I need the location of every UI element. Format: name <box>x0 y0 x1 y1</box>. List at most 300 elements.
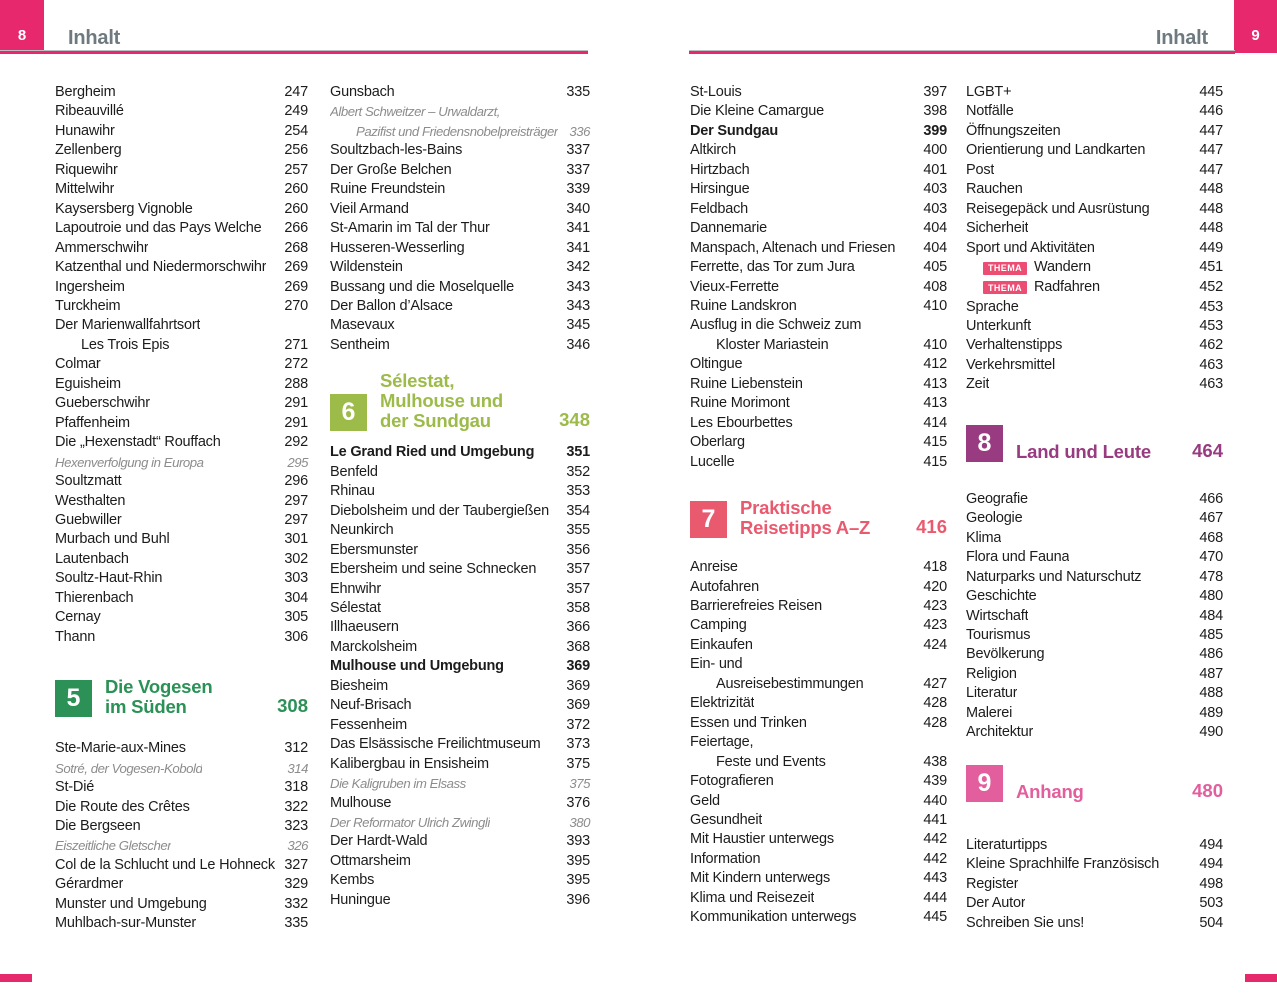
toc-entry[interactable] <box>55 258 308 277</box>
toc-entry-label: Les Ebourbettes <box>690 414 793 431</box>
toc-entry-page: 413 <box>923 395 947 412</box>
toc-entry-label: Der Große Belchen <box>330 161 452 178</box>
toc-entry-label: Husseren-Wesserling <box>330 239 465 256</box>
toc-entry-page: 453 <box>1199 298 1223 315</box>
toc-entry-label: Col de la Schlucht und Le Hohneck <box>55 856 275 873</box>
toc-entry[interactable] <box>55 316 308 335</box>
toc-entry-page: 369 <box>566 658 590 675</box>
chapter-9-heading[interactable] <box>966 765 1223 802</box>
toc-entry[interactable] <box>330 696 590 715</box>
toc-entry-label: Verhaltenstipps <box>966 337 1063 354</box>
toc-entry[interactable] <box>330 677 590 696</box>
toc-entry[interactable] <box>690 830 947 849</box>
toc-entry-page: 448 <box>1199 200 1223 217</box>
toc-column-4 <box>966 83 1223 933</box>
toc-entry-label: Ferrette, das Tor zum Jura <box>690 259 855 276</box>
toc-entry-page: 375 <box>566 755 590 772</box>
toc-entry-label: Flora und Fauna <box>966 549 1070 566</box>
toc-entry[interactable] <box>966 684 1223 703</box>
toc-entry[interactable] <box>690 414 947 433</box>
chapter-title-line: Sélestat, <box>380 370 455 392</box>
toc-entry-label: Der Reformator Ulrich Zwingli <box>330 814 490 830</box>
toc-entry-page: 337 <box>566 161 590 178</box>
toc-entry[interactable] <box>330 316 590 335</box>
toc-entry[interactable] <box>690 772 947 791</box>
toc-entry[interactable] <box>330 618 590 637</box>
toc-entry-page: 329 <box>284 876 308 893</box>
toc-entry-label: Öffnungszeiten <box>966 122 1061 139</box>
toc-entry[interactable] <box>966 894 1223 913</box>
toc-entry-page: 341 <box>566 239 590 256</box>
toc-entry-page: 462 <box>1199 337 1223 354</box>
toc-column-2 <box>330 83 590 910</box>
toc-entry[interactable] <box>55 817 308 836</box>
toc-entry[interactable] <box>966 219 1223 238</box>
toc-entry[interactable] <box>690 316 947 335</box>
toc-entry[interactable] <box>966 239 1223 258</box>
toc-entry[interactable] <box>55 83 308 102</box>
toc-entry-label: Colmar <box>55 356 101 373</box>
toc-entry-label: Soultzmatt <box>55 473 122 490</box>
toc-entry[interactable] <box>966 914 1223 933</box>
toc-entry[interactable] <box>966 490 1223 509</box>
toc-entry-page: 444 <box>923 889 947 906</box>
toc-entry-label: Ingersheim <box>55 278 125 295</box>
toc-entry-page: 269 <box>284 259 308 276</box>
toc-entry[interactable] <box>690 355 947 374</box>
toc-entry-label: Rauchen <box>966 181 1023 198</box>
toc-entry-page: 327 <box>284 856 308 873</box>
toc-entry-label: Lautenbach <box>55 550 129 567</box>
toc-entry-label: Rhinau <box>330 483 375 500</box>
toc-entry[interactable] <box>690 675 947 694</box>
toc-entry[interactable] <box>330 716 590 735</box>
toc-entry-page: 332 <box>284 895 308 912</box>
toc-entry[interactable] <box>330 297 590 316</box>
toc-entry-label: Literaturtipps <box>966 836 1048 853</box>
toc-entry[interactable] <box>55 472 308 491</box>
chapter-8-title <box>1003 442 1186 462</box>
toc-entry[interactable] <box>55 628 308 647</box>
toc-entry-page: 485 <box>1199 626 1223 643</box>
toc-entry[interactable] <box>690 792 947 811</box>
toc-entry[interactable] <box>690 636 947 655</box>
toc-entry[interactable] <box>690 453 947 472</box>
toc-entry-page: 375 <box>569 776 590 792</box>
chapter-8-heading[interactable] <box>966 425 1223 462</box>
toc-entry[interactable] <box>690 122 947 141</box>
toc-entry[interactable] <box>966 645 1223 664</box>
toc-entry-page: 297 <box>284 511 308 528</box>
toc-entry[interactable] <box>55 414 308 433</box>
chapter-title-line: Reisetipps A–Z <box>740 517 871 539</box>
toc-entry[interactable] <box>330 852 590 871</box>
toc-entry[interactable] <box>966 336 1223 355</box>
toc-entry[interactable] <box>330 278 590 297</box>
toc-entry[interactable] <box>690 161 947 180</box>
toc-entry-page: 398 <box>923 103 947 120</box>
toc-entry-label: Sicherheit <box>966 220 1029 237</box>
toc-entry[interactable] <box>966 626 1223 645</box>
toc-entry[interactable] <box>966 665 1223 684</box>
right-page-number-box <box>1234 0 1277 53</box>
toc-entry-page: 295 <box>287 454 308 470</box>
toc-entry[interactable] <box>55 453 308 472</box>
toc-entry[interactable] <box>55 739 308 758</box>
toc-entry[interactable] <box>690 375 947 394</box>
toc-entry[interactable] <box>55 608 308 627</box>
toc-entry[interactable] <box>55 336 308 355</box>
toc-entry[interactable] <box>690 558 947 577</box>
toc-entry-page: 440 <box>923 792 947 809</box>
toc-entry[interactable] <box>690 869 947 888</box>
toc-entry[interactable] <box>55 180 308 199</box>
toc-entry-page: 254 <box>284 122 308 139</box>
toc-entry[interactable] <box>690 258 947 277</box>
toc-entry[interactable] <box>55 856 308 875</box>
toc-entry-page: 297 <box>284 492 308 509</box>
chapter-9-number-badge: 9 <box>966 765 1003 802</box>
toc-entry-page: 302 <box>284 550 308 567</box>
toc-entry[interactable] <box>55 778 308 797</box>
toc-entry[interactable] <box>55 161 308 180</box>
toc-entry-page: 373 <box>566 736 590 753</box>
toc-entry-label: Ehnwihr <box>330 580 381 597</box>
toc-entry[interactable] <box>55 511 308 530</box>
toc-entry[interactable] <box>966 875 1223 894</box>
toc-entry-label: Sotré, der Vogesen-Kobold <box>55 760 203 776</box>
toc-entry[interactable] <box>55 530 308 549</box>
toc-entry[interactable] <box>690 733 947 752</box>
chapter-5-heading[interactable] <box>55 677 308 717</box>
toc-entry[interactable] <box>690 278 947 297</box>
toc-entry-page: 355 <box>566 522 590 539</box>
toc-entry-page: 323 <box>284 817 308 834</box>
toc-entry-page: 306 <box>284 628 308 645</box>
toc-entry[interactable] <box>330 200 590 219</box>
toc-entry-page: 447 <box>1199 142 1223 159</box>
toc-entry[interactable] <box>690 394 947 413</box>
toc-entry[interactable] <box>55 297 308 316</box>
toc-entry[interactable] <box>55 798 308 817</box>
toc-entry-label: Biesheim <box>330 677 389 694</box>
toc-entry[interactable] <box>966 356 1223 375</box>
toc-entry[interactable] <box>330 871 590 890</box>
toc-entry[interactable] <box>330 180 590 199</box>
toc-entry[interactable] <box>330 122 590 141</box>
toc-entry-thema[interactable] <box>966 258 1223 278</box>
toc-entry-page: 401 <box>923 161 947 178</box>
toc-entry[interactable] <box>55 433 308 452</box>
toc-entry[interactable] <box>690 889 947 908</box>
toc-entry-label: Sprache <box>966 298 1019 315</box>
toc-entry[interactable] <box>690 297 947 316</box>
toc-entry-label: Notfälle <box>966 103 1014 120</box>
toc-entry[interactable] <box>330 83 590 102</box>
chapter-7-heading[interactable] <box>690 498 947 538</box>
toc-entry[interactable] <box>330 541 590 560</box>
toc-entry-page: 314 <box>287 760 308 776</box>
toc-entry-page: 399 <box>923 122 947 139</box>
toc-entry-label: Soultzbach-les-Bains <box>330 142 463 159</box>
toc-entry-page: 448 <box>1199 220 1223 237</box>
right-page-edge-bar <box>1245 974 1277 982</box>
chapter-9-page-number: 480 <box>1192 779 1223 801</box>
toc-entry[interactable] <box>330 813 590 832</box>
toc-entry-page: 396 <box>566 891 590 908</box>
toc-entry[interactable] <box>966 161 1223 180</box>
toc-entry[interactable] <box>330 657 590 676</box>
toc-entry[interactable] <box>330 891 590 910</box>
toc-entry[interactable] <box>55 239 308 258</box>
toc-entry-label: Essen und Trinken <box>690 714 807 731</box>
toc-entry-page: 296 <box>284 473 308 490</box>
toc-entry-page: 442 <box>923 831 947 848</box>
toc-entry[interactable] <box>690 714 947 733</box>
toc-entry[interactable] <box>55 759 308 778</box>
toc-entry[interactable] <box>966 298 1223 317</box>
chapter-title-line: Mulhouse und <box>380 390 503 412</box>
toc-entry-page: 463 <box>1199 376 1223 393</box>
toc-entry-page: 326 <box>287 838 308 854</box>
toc-entry[interactable] <box>330 599 590 618</box>
toc-entry[interactable] <box>330 482 590 501</box>
toc-entry-page: 342 <box>566 259 590 276</box>
toc-entry-label: Kembs <box>330 872 375 889</box>
toc-entry-page: 448 <box>1199 181 1223 198</box>
chapter-7-number-badge: 7 <box>690 501 727 538</box>
toc-entry[interactable] <box>690 239 947 258</box>
toc-entry-page: 494 <box>1199 836 1223 853</box>
toc-entry-page: 498 <box>1199 875 1223 892</box>
toc-entry-page: 318 <box>284 779 308 796</box>
chapter-6-heading[interactable] <box>330 371 590 431</box>
toc-entry[interactable] <box>966 317 1223 336</box>
toc-entry-page: 292 <box>284 434 308 451</box>
toc-entry-label: Barrierefreies Reisen <box>690 597 822 614</box>
toc-entry-label: Soultz-Haut-Rhin <box>55 570 163 587</box>
toc-entry-page: 439 <box>923 773 947 790</box>
toc-entry[interactable] <box>966 122 1223 141</box>
toc-entry[interactable] <box>690 655 947 674</box>
toc-entry-label: Register <box>966 875 1019 892</box>
toc-entry-thema[interactable] <box>966 278 1223 298</box>
toc-entry[interactable] <box>690 219 947 238</box>
toc-entry-page: 354 <box>566 502 590 519</box>
toc-entry-label: Ein- und <box>690 656 743 673</box>
toc-entry[interactable] <box>966 102 1223 121</box>
toc-entry[interactable] <box>690 180 947 199</box>
toc-entry[interactable] <box>966 83 1223 102</box>
toc-entry-page: 490 <box>1199 724 1223 741</box>
toc-entry-page: 352 <box>566 463 590 480</box>
toc-entry-page: 351 <box>566 444 590 461</box>
toc-entry-page: 427 <box>923 675 947 692</box>
toc-entry-label: Ottmarsheim <box>330 852 411 869</box>
toc-entry[interactable] <box>966 200 1223 219</box>
toc-entry[interactable] <box>55 278 308 297</box>
toc-entry-page: 445 <box>923 909 947 926</box>
toc-entry-label: Wildenstein <box>330 259 403 276</box>
toc-entry-page: 380 <box>569 814 590 830</box>
toc-entry-label: Sentheim <box>330 336 390 353</box>
toc-entry[interactable] <box>55 836 308 855</box>
toc-entry-label: Murbach und Buhl <box>55 531 170 548</box>
toc-entry[interactable] <box>690 336 947 355</box>
toc-entry[interactable] <box>55 219 308 238</box>
toc-entry[interactable] <box>330 638 590 657</box>
toc-entry[interactable] <box>966 509 1223 528</box>
toc-entry[interactable] <box>690 811 947 830</box>
toc-entry[interactable] <box>55 914 308 933</box>
toc-entry[interactable] <box>966 568 1223 587</box>
toc-entry[interactable] <box>330 580 590 599</box>
toc-entry[interactable] <box>55 569 308 588</box>
toc-entry-label: Kleine Sprachhilfe Französisch <box>966 856 1160 873</box>
toc-entry-label: Bevölkerung <box>966 646 1045 663</box>
chapter-7-page-number: 416 <box>916 516 947 538</box>
toc-entry[interactable] <box>966 180 1223 199</box>
toc-entry-label: Malerei <box>966 704 1013 721</box>
toc-entry[interactable] <box>330 502 590 521</box>
toc-entry-page: 345 <box>566 317 590 334</box>
right-page-title: Inhalt <box>1155 27 1208 49</box>
toc-entry[interactable] <box>690 578 947 597</box>
toc-entry[interactable] <box>330 336 590 355</box>
toc-entry-page: 305 <box>284 609 308 626</box>
toc-entry-label: Naturparks und Naturschutz <box>966 568 1142 585</box>
toc-entry[interactable] <box>55 492 308 511</box>
toc-entry[interactable] <box>330 102 590 121</box>
toc-entry[interactable] <box>330 560 590 579</box>
toc-entry-page: 322 <box>284 798 308 815</box>
toc-entry[interactable] <box>55 394 308 413</box>
toc-entry-label: Pfaffenheim <box>55 414 130 431</box>
toc-entry[interactable] <box>690 102 947 121</box>
toc-entry-page: 415 <box>923 453 947 470</box>
toc-column-1 <box>55 83 308 934</box>
thema-text: Radfahren <box>1034 279 1100 296</box>
toc-entry-label: Hunawihr <box>55 122 115 139</box>
toc-entry[interactable] <box>330 774 590 793</box>
toc-entry-page: 353 <box>566 483 590 500</box>
toc-entry-page: 438 <box>923 753 947 770</box>
toc-entry-label: LGBT+ <box>966 84 1012 100</box>
toc-entry-label: Oberlarg <box>690 434 745 451</box>
chapter-title-line: der Sundgau <box>380 410 491 432</box>
toc-entry[interactable] <box>330 794 590 813</box>
toc-entry-page: 372 <box>566 716 590 733</box>
toc-entry-page: 247 <box>284 84 308 100</box>
toc-entry[interactable] <box>55 875 308 894</box>
toc-entry[interactable] <box>55 589 308 608</box>
toc-entry[interactable] <box>55 375 308 394</box>
toc-entry[interactable] <box>55 200 308 219</box>
left-page-title: Inhalt <box>68 27 121 49</box>
toc-entry[interactable] <box>966 855 1223 874</box>
thema-badge: THEMA <box>983 281 1027 294</box>
toc-entry-page: 494 <box>1199 856 1223 873</box>
toc-entry-page: 268 <box>284 239 308 256</box>
toc-entry-label: St-Louis <box>690 84 742 100</box>
toc-entry-page: 412 <box>923 356 947 373</box>
toc-entry-label: Der Autor <box>966 895 1026 912</box>
chapter-title-line: Land und Leute <box>1016 440 1151 462</box>
right-header-rule <box>689 50 1235 54</box>
toc-entry-page: 408 <box>923 278 947 295</box>
toc-entry[interactable] <box>966 704 1223 723</box>
toc-entry[interactable] <box>690 597 947 616</box>
toc-entry[interactable] <box>55 550 308 569</box>
toc-entry-page: 445 <box>1199 84 1223 100</box>
toc-entry[interactable] <box>966 548 1223 567</box>
toc-entry[interactable] <box>690 694 947 713</box>
toc-entry-page: 271 <box>284 336 308 353</box>
toc-entry[interactable] <box>966 141 1223 160</box>
toc-entry-page: 272 <box>284 356 308 373</box>
toc-entry[interactable] <box>966 587 1223 606</box>
toc-entry[interactable] <box>330 141 590 160</box>
toc-entry-page: 249 <box>284 103 308 120</box>
toc-entry-page: 404 <box>923 220 947 237</box>
toc-entry[interactable] <box>55 141 308 160</box>
toc-entry[interactable] <box>690 141 947 160</box>
toc-entry-page: 303 <box>284 570 308 587</box>
toc-entry[interactable] <box>55 895 308 914</box>
toc-entry-label: Ruine Morimont <box>690 395 790 412</box>
toc-entry[interactable] <box>966 607 1223 626</box>
toc-entry[interactable] <box>690 433 947 452</box>
toc-entry[interactable] <box>690 850 947 869</box>
toc-entry[interactable] <box>690 753 947 772</box>
toc-entry-page: 410 <box>923 297 947 314</box>
toc-entry[interactable] <box>55 355 308 374</box>
toc-entry[interactable] <box>330 755 590 774</box>
toc-entry[interactable] <box>330 735 590 754</box>
toc-entry-label: Gesundheit <box>690 811 763 828</box>
toc-entry[interactable] <box>966 836 1223 855</box>
toc-entry[interactable] <box>330 463 590 482</box>
toc-entry[interactable] <box>330 219 590 238</box>
toc-entry[interactable] <box>690 616 947 635</box>
toc-entry[interactable] <box>330 832 590 851</box>
toc-entry-label: Neunkirch <box>330 522 394 539</box>
toc-entry-label: Kommunikation unterwegs <box>690 909 857 926</box>
toc-entry[interactable] <box>55 122 308 141</box>
toc-entry-label: Anreise <box>690 559 738 576</box>
toc-column-3 <box>690 83 947 928</box>
toc-entry[interactable] <box>690 200 947 219</box>
toc-entry[interactable] <box>330 239 590 258</box>
toc-entry-label: Orientierung und Landkarten <box>966 142 1146 159</box>
toc-entry[interactable] <box>690 83 947 102</box>
toc-entry[interactable] <box>966 529 1223 548</box>
toc-entry[interactable] <box>690 908 947 927</box>
toc-entry[interactable] <box>966 723 1223 742</box>
toc-entry[interactable] <box>330 258 590 277</box>
toc-entry[interactable] <box>330 443 590 462</box>
toc-entry-page: 463 <box>1199 356 1223 373</box>
toc-entry[interactable] <box>330 161 590 180</box>
toc-entry-label: Gunsbach <box>330 84 395 100</box>
toc-entry-label: Ste-Marie-aux-Mines <box>55 740 186 757</box>
toc-entry[interactable] <box>330 521 590 540</box>
toc-entry-label: Zellenberg <box>55 142 122 159</box>
toc-entry[interactable] <box>55 102 308 121</box>
toc-entry-page: 428 <box>923 695 947 712</box>
toc-entry-label: Fessenheim <box>330 716 407 733</box>
toc-entry[interactable] <box>966 375 1223 394</box>
